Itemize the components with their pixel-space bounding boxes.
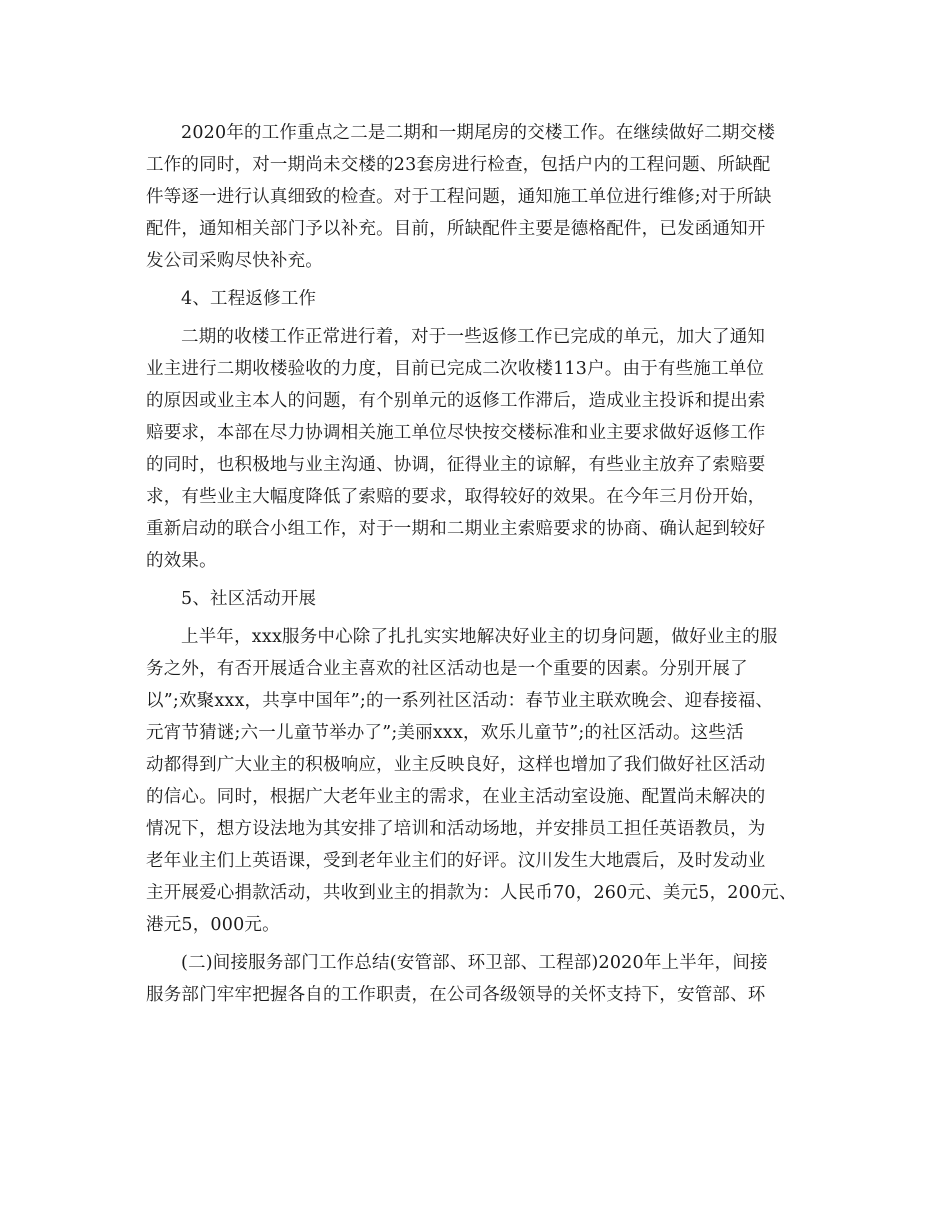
text-line: 港元5，000元。: [146, 915, 280, 935]
text-line: 业主进行二期收楼验收的力度，目前已完成二次收楼113户。由于有些施工单位: [146, 359, 765, 379]
text-line: 务之外，有否开展适合业主喜欢的社区活动也是一个重要的因素。分别开展了: [146, 659, 748, 679]
text-line: 求，有些业主大幅度降低了索赔的要求，取得较好的效果。在今年三月份开始，: [146, 487, 766, 507]
text-line: 配件，通知相关部门予以补充。目前，所缺配件主要是德格配件，已发函通知开: [146, 219, 766, 239]
section-heading-4: 4、工程返修工作: [181, 289, 317, 309]
text-line: 的同时，也积极地与业主沟通、协调，征得业主的谅解，有些业主放弃了索赔要: [146, 455, 766, 475]
text-line: 件等逐一进行认真细致的检查。对于工程问题，通知施工单位进行维修;对于所缺: [146, 187, 772, 207]
text-line: 上半年，xxx服务中心除了扎扎实实地解决好业主的切身问题，做好业主的服: [181, 627, 778, 647]
paragraph-repair: [146, 321, 826, 577]
document-body: [146, 117, 826, 1011]
text-line: 老年业主们上英语课，受到老年业主们的好评。汶川发生大地震后，及时发动业: [146, 851, 766, 871]
text-line: 主开展爱心捐款活动，共收到业主的捐款为：人民币70，260元、美元5，200元、: [146, 883, 797, 903]
text-line: 发公司采购尽快补充。: [146, 251, 323, 271]
paragraph-handover: [146, 117, 826, 277]
section-heading-5: 5、社区活动开展: [181, 589, 317, 609]
text-line: 元宵节猜谜;六一儿童节举办了”;美丽xxx，欢乐儿童节”;的社区活动。这些活: [146, 723, 744, 743]
text-line: 赔要求，本部在尽力协调相关施工单位尽快按交楼标准和业主要求做好返修工作: [146, 423, 766, 443]
text-line: (二)间接服务部门工作总结(安管部、环卫部、工程部)2020年上半年，间接: [181, 953, 768, 973]
text-line: 的原因或业主本人的问题，有个别单元的返修工作滞后，造成业主投诉和提出索: [146, 391, 766, 411]
text-line: 动都得到广大业主的积极响应，业主反映良好，这样也增加了我们做好社区活动: [146, 755, 766, 775]
text-line: 工作的同时，对一期尚未交楼的23套房进行检查，包括户内的工程问题、所缺配: [146, 155, 771, 175]
text-line: 的效果。: [146, 551, 217, 571]
text-line: 服务部门牢牢把握各自的工作职责，在公司各级领导的关怀支持下，安管部、环: [146, 985, 766, 1005]
paragraph-community: [146, 621, 826, 941]
text-line: 2020年的工作重点之二是二期和一期尾房的交楼工作。在继续做好二期交楼: [181, 123, 776, 143]
text-line: 重新启动的联合小组工作，对于一期和二期业主索赔要求的协商、确认起到较好: [146, 519, 766, 539]
paragraph-indirect-services: [146, 947, 826, 1011]
text-line: 的信心。同时，根据广大老年业主的需求，在业主活动室设施、配置尚未解决的: [146, 787, 766, 807]
text-line: 二期的收楼工作正常进行着，对于一些返修工作已完成的单元，加大了通知: [181, 327, 766, 347]
text-line: 情况下，想方设法地为其安排了培训和活动场地，并安排员工担任英语教员，为: [146, 819, 766, 839]
text-line: 以”;欢聚xxx，共享中国年”;的一系列社区活动：春节业主联欢晚会、迎春接福、: [146, 691, 774, 711]
